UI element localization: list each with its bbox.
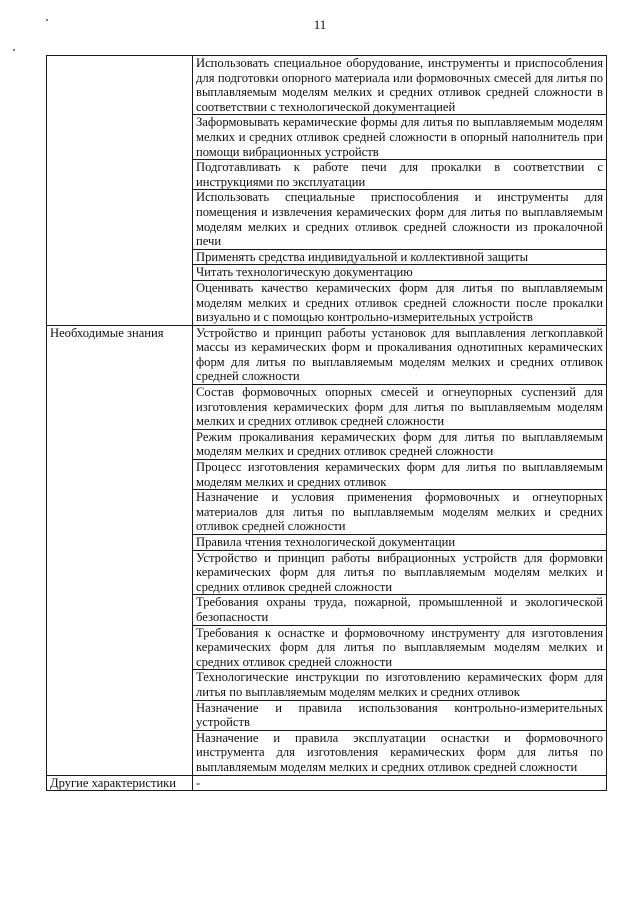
scan-speck [46, 19, 48, 21]
skills-label-cell [47, 56, 193, 326]
skill-item: Читать технологическую документацию [193, 265, 607, 281]
table-row [47, 56, 607, 115]
table-row [47, 325, 607, 384]
knowledge-item: Устройство и принцип работы вибрационных устройств для формовки керамических форм для литья по выплавляемым моделям мелких и средних отливок средней сложности [193, 550, 607, 595]
skill-item: Использовать специальные приспособления и инструменты для помещения и извлечения керамических форм для литья по выплавляемым моделям мелких и средних отливок средней сложности из прокалочной печи [193, 190, 607, 249]
knowledge-item: Назначение и условия применения формовочных и огнеупорных материалов для литья по выплавляемым моделям мелких и средних отливок средней сложности [193, 490, 607, 535]
other-characteristics-label: Другие характеристики [47, 775, 193, 791]
knowledge-item: Технологические инструкции по изготовлению керамических форм для литья по выплавляемым моделям мелких и средних отливок [193, 670, 607, 700]
knowledge-item: Состав формовочных опорных смесей и огнеупорных суспензий для изготовления керамических форм для литья по выплавляемым моделям мелких и средних отливок средней сложности [193, 385, 607, 430]
knowledge-item: Назначение и правила эксплуатации оснастки и формовочного инструмента для изготовления керамических форм для литья по выплавляемым моделям мелких и средних отливок средней сложности [193, 730, 607, 775]
knowledge-item: Устройство и принцип работы установок для выплавления легкоплавкой массы из керамических форм и прокаливания однотипных керамических форм для литья по выплавляемым моделям мелких и средних отливок средней сложности [193, 325, 607, 384]
skill-item: Применять средства индивидуальной и коллективной защиты [193, 249, 607, 265]
knowledge-item: Назначение и правила использования контрольно-измерительных устройств [193, 700, 607, 730]
skill-item: Подготавливать к работе печи для прокалки в соответствии с инструкциями по эксплуатации [193, 160, 607, 190]
knowledge-item: Требования к оснастке и формовочному инструменту для изготовления керамических форм для литья по выплавляемым моделям мелких и средних отливок средней сложности [193, 625, 607, 670]
skill-item: Заформовывать керамические формы для литья по выплавляемым моделям мелких и средних отливок средней сложности в опорный наполнитель при помощи вибрационных устройств [193, 115, 607, 160]
other-characteristics-value: - [193, 775, 607, 791]
qualification-table-body [47, 56, 607, 791]
skill-item: Использовать специальное оборудование, инструменты и приспособления для подготовки опорного материала или формовочных смесей для литья по выплавляемым моделям мелких и средних отливок средней сложности в соответствии с технологической документацией [193, 56, 607, 115]
skill-item: Оценивать качество керамических форм для литья по выплавляемым моделям мелких и средних отливок средней сложности после прокалки визуально и с помощью контрольно-измерительных устройств [193, 280, 607, 325]
knowledge-label: Необходимые знания [47, 325, 193, 775]
page-number: 11 [313, 17, 327, 32]
knowledge-item: Правила чтения технологической документации [193, 535, 607, 551]
knowledge-item: Процесс изготовления керамических форм для литья по выплавляемым моделям мелких и средних отливок [193, 460, 607, 490]
qualification-table [46, 55, 607, 791]
table-row [47, 775, 607, 791]
scan-speck [13, 49, 15, 51]
knowledge-item: Режим прокаливания керамических форм для литья по выплавляемым моделям мелких и средних отливок средней сложности [193, 429, 607, 459]
knowledge-item: Требования охраны труда, пожарной, промышленной и экологической безопасности [193, 595, 607, 625]
